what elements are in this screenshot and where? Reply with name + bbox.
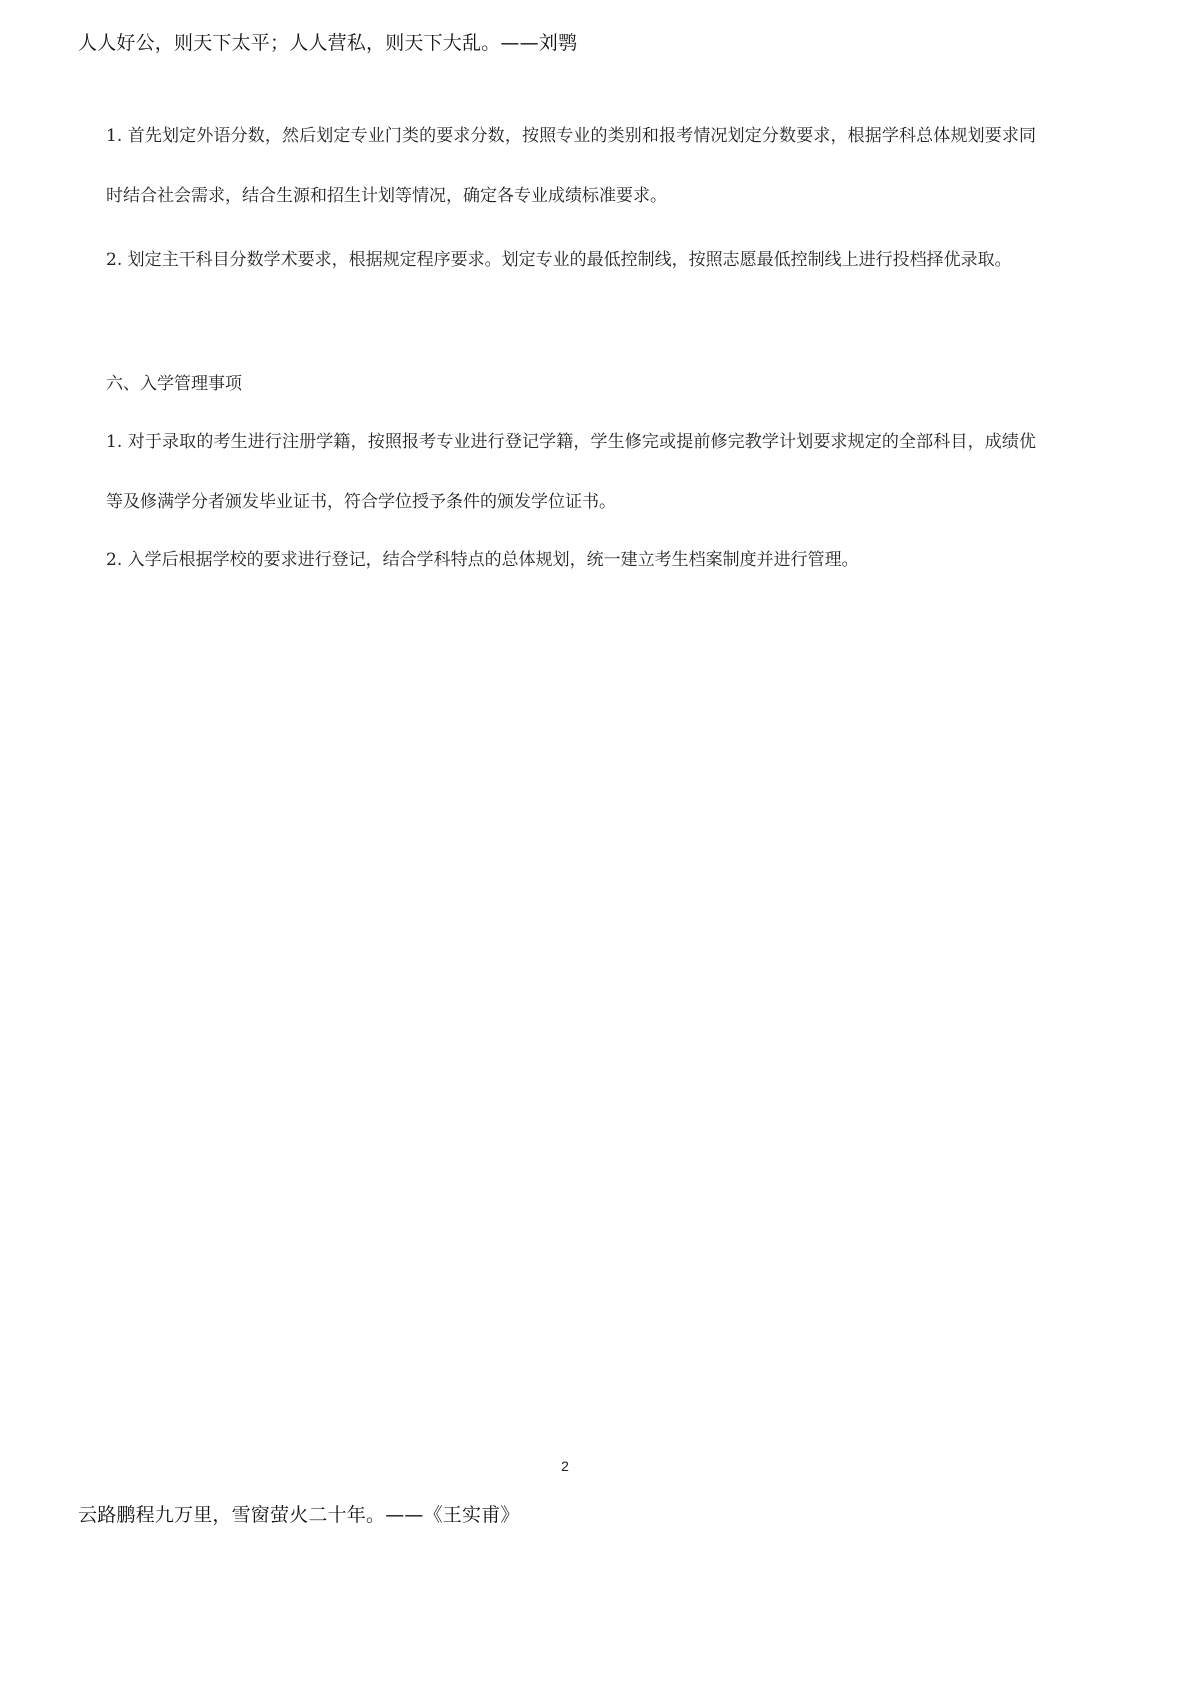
- paragraph-admission-score-criteria: [106, 106, 1036, 226]
- page-number: 2: [561, 1458, 569, 1474]
- paragraph-text: 2. 划定主干科目分数学术要求，根据规定程序要求。划定专业的最低控制线，按照志愿最低控制线上进行投档择优录取。: [106, 250, 1012, 270]
- paragraph-major-subject-requirements: [106, 230, 1036, 290]
- section-heading: [106, 354, 1036, 414]
- paragraph-text: 1. 首先划定外语分数，然后划定专业门类的要求分数，按照专业的类别和报考情况划定分数要求，根据学科总体规划要求同时结合社会需求，结合生源和招生计划等情况，确定各专业成绩标准要求。: [106, 126, 1036, 206]
- paragraph-enrollment-registration: [106, 412, 1036, 532]
- section-heading-text: 六、入学管理事项: [106, 374, 242, 394]
- paragraph-text: 2. 入学后根据学校的要求进行登记，结合学科特点的总体规划，统一建立考生档案制度并进行管理。: [106, 550, 859, 570]
- paragraph-archive-management: [106, 530, 1036, 590]
- footer-quote: 云路鹏程九万里，雪窗萤火二十年。——《王实甫》: [78, 1504, 520, 1526]
- paragraph-text: 1. 对于录取的考生进行注册学籍，按照报考专业进行登记学籍，学生修完或提前修完教学计划要求规定的全部科目，成绩优等及修满学分者颁发毕业证书，符合学位授予条件的颁发学位证书。: [106, 432, 1036, 512]
- header-quote: 人人好公，则天下太平；人人营私，则天下大乱。——刘鹗: [78, 32, 578, 54]
